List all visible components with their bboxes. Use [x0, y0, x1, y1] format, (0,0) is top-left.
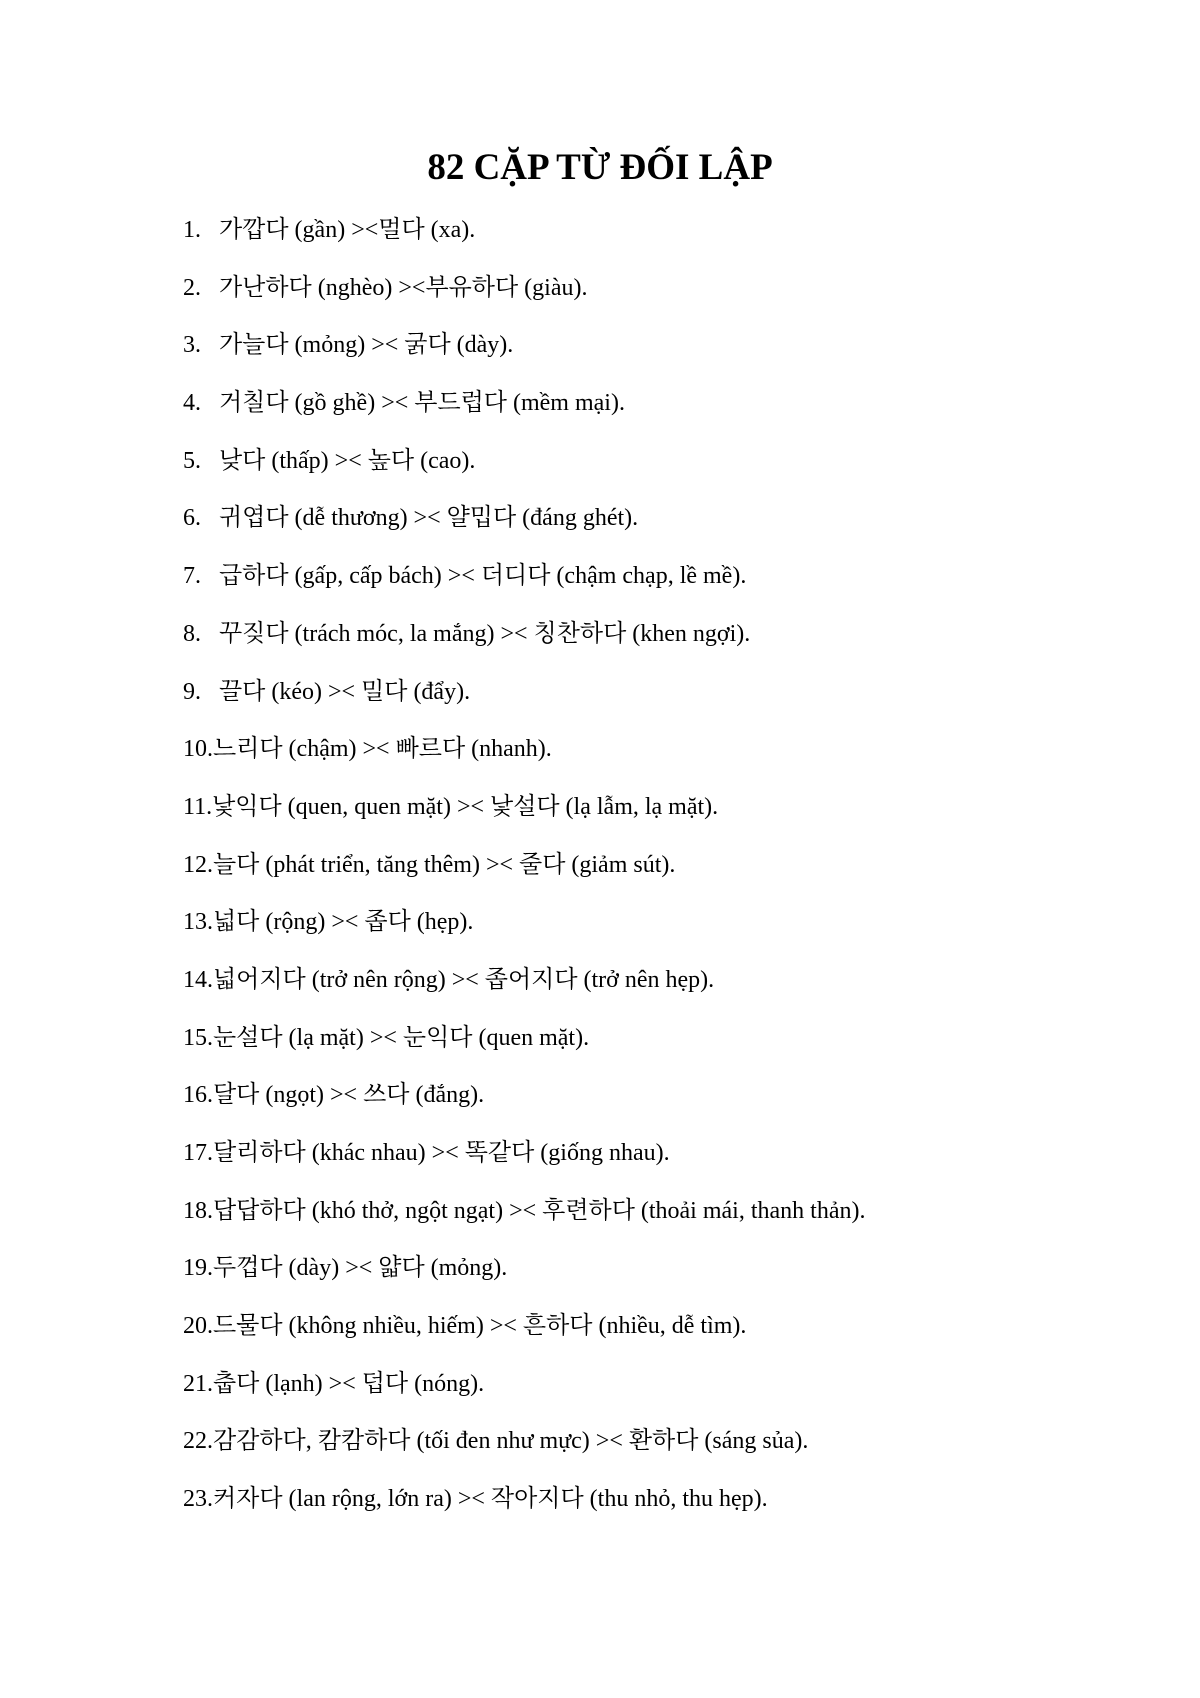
item-number: 21. — [183, 1370, 213, 1397]
item-number: 12. — [183, 851, 213, 878]
item-text: 귀엽다 (dễ thương) >< 얄밉다 (đáng ghét). — [219, 505, 639, 532]
list-item — [183, 330, 865, 388]
list-item — [183, 850, 865, 908]
list-item — [183, 1426, 865, 1484]
item-number: 18. — [183, 1197, 213, 1224]
item-number: 8. — [183, 620, 201, 647]
item-number: 15. — [183, 1024, 213, 1051]
item-text: 달리하다 (khác nhau) >< 똑같다 (giống nhau). — [213, 1140, 670, 1166]
item-number: 23. — [183, 1486, 213, 1513]
list-item — [183, 561, 865, 619]
item-number: 14. — [183, 966, 213, 993]
item-number: 16. — [183, 1082, 213, 1109]
item-number: 19. — [183, 1255, 213, 1282]
list-item — [183, 1138, 865, 1196]
item-number: 5. — [183, 447, 201, 474]
page-title: 82 CẶP TỪ ĐỐI LẬP — [427, 147, 773, 188]
item-text: 감감하다, 캄캄하다 (tối đen như mực) >< 환하다 (sáng sủa). — [213, 1428, 809, 1455]
item-number: 22. — [183, 1428, 213, 1455]
item-number: 2. — [183, 274, 201, 301]
item-number: 4. — [183, 390, 201, 417]
item-text: 답답하다 (khó thở, ngột ngạt) >< 후련하다 (thoải mái, thanh thản). — [213, 1197, 866, 1224]
item-number: 1. — [183, 217, 201, 243]
item-text: 거칠다 (gồ ghề) >< 부드럽다 (mềm mại). — [219, 390, 625, 417]
item-number: 10. — [183, 736, 213, 763]
item-text: 넓다 (rộng) >< 좁다 (hẹp). — [213, 909, 474, 936]
item-number: 17. — [183, 1140, 213, 1166]
list-item — [183, 1484, 865, 1542]
list-item — [183, 1196, 865, 1254]
item-text: 끌다 (kéo) >< 밀다 (đẩy). — [219, 678, 471, 705]
list-item — [183, 1023, 865, 1081]
item-number: 6. — [183, 505, 201, 532]
list-item — [183, 965, 865, 1023]
item-number: 3. — [183, 332, 201, 359]
list-item — [183, 619, 865, 677]
item-text: 눈설다 (lạ mặt) >< 눈익다 (quen mặt). — [213, 1024, 590, 1051]
list-item — [183, 215, 865, 273]
item-number: 20. — [183, 1313, 213, 1340]
list-item — [183, 1080, 865, 1138]
item-number: 9. — [183, 678, 201, 705]
item-text: 가늘다 (mỏng) >< 굵다 (dày). — [219, 332, 514, 359]
list-item — [183, 907, 865, 965]
item-text: 급하다 (gấp, cấp bách) >< 더디다 (chậm chạp, lề mề). — [219, 563, 747, 590]
item-text: 드물다 (không nhiều, hiếm) >< 흔하다 (nhiều, dễ tìm). — [213, 1313, 747, 1340]
word-pair-list — [183, 215, 865, 1542]
item-text: 낯익다 (quen, quen mặt) >< 낯설다 (lạ lẫm, lạ mặt). — [212, 793, 719, 820]
item-text: 달다 (ngọt) >< 쓰다 (đắng). — [213, 1082, 485, 1109]
list-item — [183, 792, 865, 850]
item-text: 두껍다 (dày) >< 얇다 (mỏng). — [213, 1255, 508, 1282]
list-item — [183, 677, 865, 735]
list-item — [183, 734, 865, 792]
item-number: 7. — [183, 563, 201, 590]
list-item — [183, 1311, 865, 1369]
item-number: 11. — [183, 793, 213, 820]
item-number: 13. — [183, 909, 213, 936]
list-item — [183, 446, 865, 504]
list-item — [183, 388, 865, 446]
item-text: 커자다 (lan rộng, lớn ra) >< 작아지다 (thu nhỏ, thu hẹp). — [213, 1486, 768, 1513]
list-item — [183, 1369, 865, 1427]
item-text: 춥다 (lạnh) >< 덥다 (nóng). — [213, 1370, 485, 1397]
item-text: 낮다 (thấp) >< 높다 (cao). — [219, 447, 476, 474]
item-text: 꾸짖다 (trách móc, la mắng) >< 칭찬하다 (khen ngợi). — [219, 620, 751, 647]
item-text: 넓어지다 (trở nên rộng) >< 좁어지다 (trở nên hẹp). — [213, 966, 715, 993]
item-text: 늘다 (phát triển, tăng thêm) >< 줄다 (giảm sút). — [213, 851, 676, 878]
item-text: 가난하다 (nghèo) ><부유하다 (giàu). — [219, 274, 588, 301]
list-item — [183, 1253, 865, 1311]
list-item — [183, 503, 865, 561]
item-text: 가깝다 (gần) ><멀다 (xa). — [219, 217, 476, 243]
item-text: 느리다 (chậm) >< 빠르다 (nhanh). — [213, 736, 552, 763]
list-item — [183, 273, 865, 331]
